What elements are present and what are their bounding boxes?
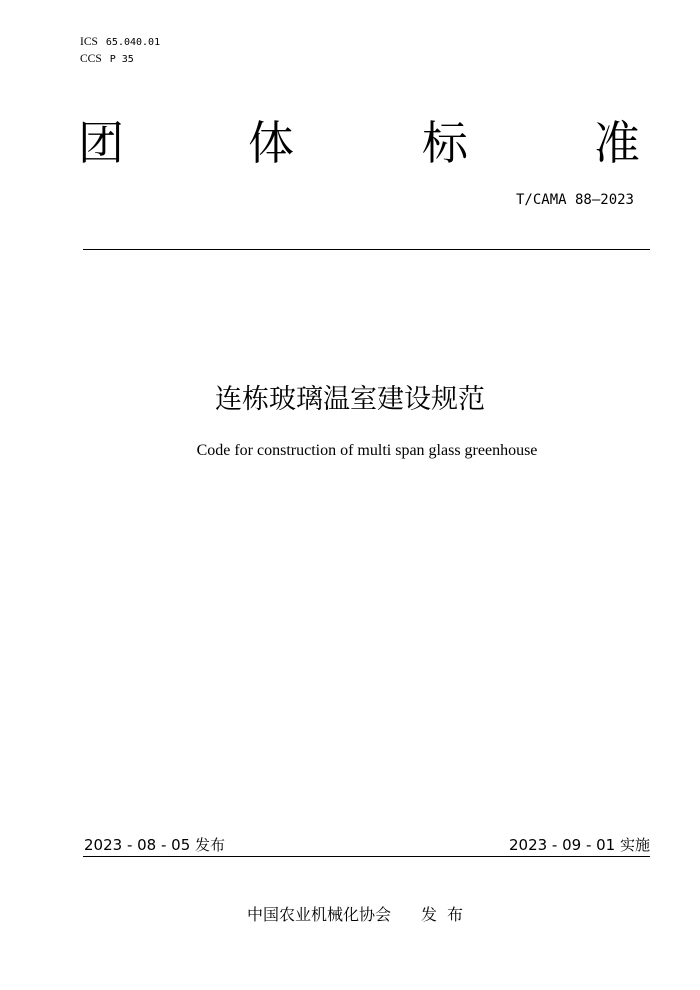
classification-codes — [80, 34, 160, 68]
issue-date: 2023 - 08 - 05 发布 — [84, 836, 226, 854]
title-chinese: 连栋玻璃温室建设规范 — [215, 384, 485, 415]
standard-type-char-2: 体 — [248, 116, 294, 170]
ccs-row — [80, 51, 160, 68]
ics-value: 65.040.01 — [105, 37, 161, 48]
header-divider — [83, 249, 650, 250]
ics-row — [80, 34, 160, 51]
issuer-line — [247, 904, 473, 926]
ccs-label: CCS — [80, 53, 102, 65]
standard-type-char-3: 标 — [422, 116, 468, 170]
ics-label: ICS — [80, 36, 98, 48]
standard-type-char-1: 团 — [78, 116, 124, 170]
standard-type-char-4: 准 — [594, 116, 640, 170]
standard-code: T/CAMA 88—2023 — [515, 192, 634, 208]
issuer-name: 中国农业机械化协会 — [247, 905, 392, 924]
implementation-date: 2023 - 09 - 01 实施 — [508, 836, 650, 854]
footer-divider — [83, 856, 650, 857]
issuer-action: 发布 — [421, 905, 474, 924]
title-english: Code for construction of multi span glass greenhouse — [196, 442, 538, 459]
standard-type-title — [78, 112, 648, 174]
ccs-value: P 35 — [109, 54, 134, 65]
